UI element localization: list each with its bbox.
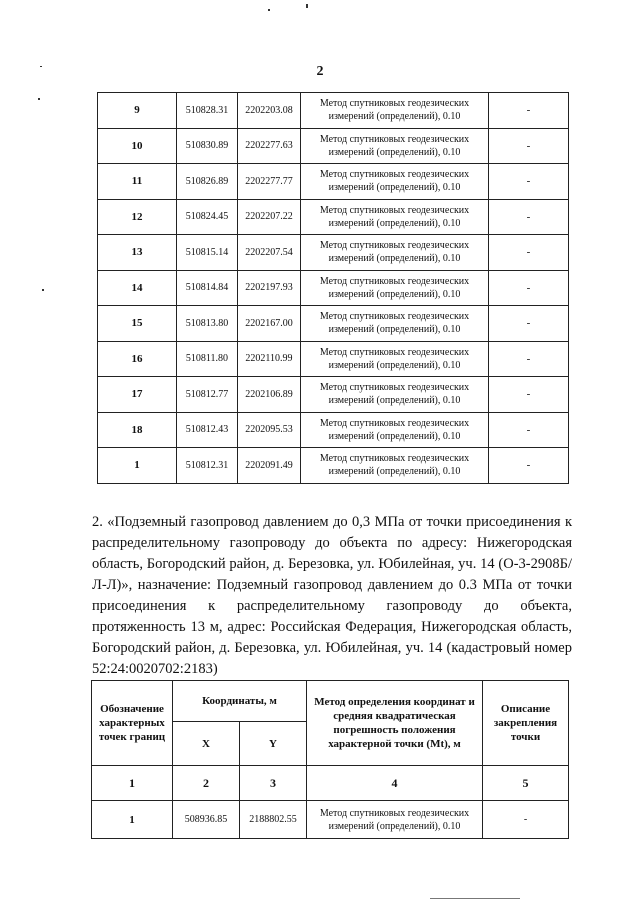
- description-cell: -: [489, 270, 569, 306]
- description-cell: -: [489, 235, 569, 271]
- method-cell: Метод спутниковых геодезических измерений (определений), 0.10: [301, 377, 489, 413]
- coord-x: 510826.89: [177, 164, 238, 200]
- table-row: [98, 270, 569, 306]
- point-number: 14: [98, 270, 177, 306]
- coord-y: 2202197.93: [238, 270, 301, 306]
- coord-y: 2202203.08: [238, 93, 301, 129]
- coord-x: 510828.31: [177, 93, 238, 129]
- description-cell: -: [489, 448, 569, 484]
- method-cell: Метод спутниковых геодезических измерений (определений), 0.10: [301, 341, 489, 377]
- point-number: 1: [98, 448, 177, 484]
- header-y: Y: [240, 722, 307, 766]
- description-cell: -: [489, 128, 569, 164]
- coord-x: 510811.80: [177, 341, 238, 377]
- coord-y: 2202277.63: [238, 128, 301, 164]
- point-number: 10: [98, 128, 177, 164]
- scan-speck: [38, 98, 40, 100]
- method-cell: Метод спутниковых геодезических измерений (определений), 0.10: [301, 235, 489, 271]
- description-cell: -: [489, 306, 569, 342]
- table-row: [98, 306, 569, 342]
- coord-y: 2202110.99: [238, 341, 301, 377]
- column-index: 2: [173, 766, 240, 801]
- table-row: [98, 377, 569, 413]
- point-number: 11: [98, 164, 177, 200]
- description-cell: -: [483, 801, 569, 839]
- page-number: 2: [316, 64, 324, 79]
- method-cell: Метод спутниковых геодезических измерений (определений), 0.10: [301, 306, 489, 342]
- method-cell: Метод спутниковых геодезических измерений (определений), 0.10: [301, 93, 489, 129]
- coordinates-table-body: [98, 93, 569, 484]
- footer-line: [430, 898, 520, 899]
- method-cell: Метод спутниковых геодезических измерений (определений), 0.10: [301, 448, 489, 484]
- coord-x: 508936.85: [173, 801, 240, 839]
- description-cell: -: [489, 164, 569, 200]
- coord-x: 510814.84: [177, 270, 238, 306]
- header-coordinates: Координаты, м: [173, 681, 307, 722]
- method-cell: Метод спутниковых геодезических измерений (определений), 0.10: [301, 412, 489, 448]
- point-number: 13: [98, 235, 177, 271]
- method-cell: Метод спутниковых геодезических измерений (определений), 0.10: [301, 164, 489, 200]
- point-number: 12: [98, 199, 177, 235]
- table-row: [98, 199, 569, 235]
- method-cell: Метод спутниковых геодезических измерений (определений), 0.10: [301, 270, 489, 306]
- coord-y: 2188802.55: [240, 801, 307, 839]
- coord-x: 510812.43: [177, 412, 238, 448]
- coord-y: 2202091.49: [238, 448, 301, 484]
- scan-speck: [42, 289, 44, 291]
- point-number: 1: [92, 801, 173, 839]
- method-cell: Метод спутниковых геодезических измерений (определений), 0.10: [301, 199, 489, 235]
- table-row: [98, 164, 569, 200]
- scan-speck: [268, 9, 270, 11]
- table-row: [98, 412, 569, 448]
- coordinates-table-object-2: [91, 680, 569, 839]
- scan-speck: [40, 66, 42, 67]
- column-index: 4: [307, 766, 483, 801]
- coord-y: 2202095.53: [238, 412, 301, 448]
- coord-x: 510812.77: [177, 377, 238, 413]
- coord-y: 2202106.89: [238, 377, 301, 413]
- object-description-paragraph: 2. «Подземный газопровод давлением до 0,3 МПа от точки присоединения к распределительному газопроводу до объекта по адресу: Нижегородская область, Богородский район, д. Березовка, ул. Юбилейная, уч. 14 (О-3-2908Б/Л-Л)», назначение: Подземный газопровод давлением до 0.3 МПа от точки присоединения к распределительному газопроводу до объекта, протяженность 13 м, адрес: Российская Федерация, Нижегородская область, Богородский район, д. Березовка, ул. Юбилейная, уч. 14 (кадастровый номер 52:24:0020702:2183): [92, 514, 572, 677]
- description-cell: -: [489, 377, 569, 413]
- coord-y: 2202167.00: [238, 306, 301, 342]
- table-row: [98, 93, 569, 129]
- description-cell: -: [489, 199, 569, 235]
- point-number: 9: [98, 93, 177, 129]
- table-row: [98, 128, 569, 164]
- table-row: [98, 448, 569, 484]
- point-number: 17: [98, 377, 177, 413]
- table-row: [98, 341, 569, 377]
- column-index-row: [92, 766, 569, 801]
- table-row: [98, 235, 569, 271]
- header-description: Описание закрепления точки: [483, 681, 569, 766]
- coord-y: 2202207.22: [238, 199, 301, 235]
- coord-x: 510830.89: [177, 128, 238, 164]
- coord-x: 510815.14: [177, 235, 238, 271]
- description-cell: -: [489, 93, 569, 129]
- column-index: 1: [92, 766, 173, 801]
- coordinates-table-continued: [97, 92, 569, 484]
- column-index: 3: [240, 766, 307, 801]
- description-cell: -: [489, 341, 569, 377]
- coord-x: 510813.80: [177, 306, 238, 342]
- point-number: 18: [98, 412, 177, 448]
- method-cell: Метод спутниковых геодезических измерений (определений), 0.10: [301, 128, 489, 164]
- coord-y: 2202277.77: [238, 164, 301, 200]
- table-row: [92, 801, 569, 839]
- header-x: X: [173, 722, 240, 766]
- coord-x: 510824.45: [177, 199, 238, 235]
- coord-x: 510812.31: [177, 448, 238, 484]
- point-number: 16: [98, 341, 177, 377]
- header-method: Метод определения координат и средняя квадратическая погрешность положения характерной точки (Mt), м: [307, 681, 483, 766]
- method-cell: Метод спутниковых геодезических измерений (определений), 0.10: [307, 801, 483, 839]
- scan-speck: [306, 4, 308, 8]
- description-cell: -: [489, 412, 569, 448]
- point-number: 15: [98, 306, 177, 342]
- column-index: 5: [483, 766, 569, 801]
- header-designation: Обозначение характерных точек границ: [92, 681, 173, 766]
- coord-y: 2202207.54: [238, 235, 301, 271]
